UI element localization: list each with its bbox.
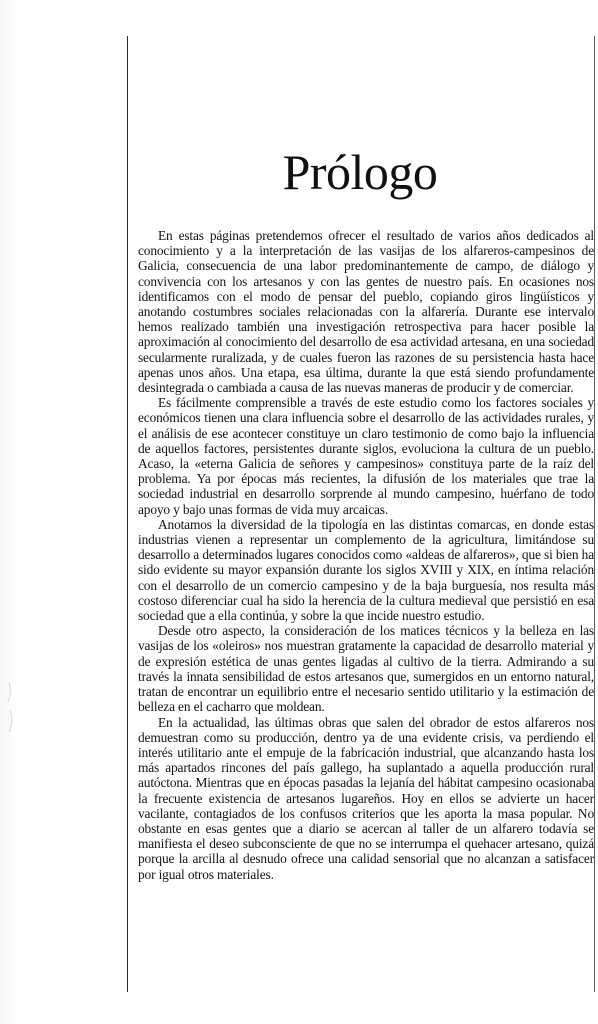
left-column-rule	[127, 36, 128, 992]
paragraph: Desde otro aspecto, la consideración de los matices técnicos y la belleza en las vasijas de los «oleiros» nos muestran gratamente la capacidad de desarrollo material y de expresión estética de unas gentes ligadas al cultivo de la tierra. Admirando a su través la innata sensibilidad de estos artesanos que, sumergidos en un entorno natural, tratan de encontrar un equilibrio entre el necesario sentido utilitario y la estimación de belleza en el cacharro que moldean.	[138, 623, 594, 715]
paragraph: Anotamos la diversidad de la tipología en las distintas comarcas, en donde estas industrias vienen a representar un complemento de la agricultura, limitándose su desarrollo a determinados lugares conocidos como «aldeas de alfareros», que si bien ha sido evidente su mayor expansión durante los siglos XVIII y XIX, en íntima relación con el desarrollo de un comercio campesino y de la baja burguesía, nos resulta más costoso diferenciar cual ha sido la herencia de la cultura medieval que persistió en esa sociedad que a ella continúa, y sobre la que incide nuestro estudio.	[138, 516, 594, 624]
prologue-body	[138, 228, 594, 882]
right-column-rule	[594, 36, 595, 992]
page-title: Prólogo	[282, 144, 438, 200]
paragraph: En la actualidad, las últimas obras que salen del obrador de estos alfareros nos demuestran como su producción, dentro ya de una evidente crisis, va perdiendo el interés utilitario ante el empuje de la fabricación industrial, que alcanzando hasta los más apartados rincones del país gallego, ha suplantado a aquella producción rural autóctona. Mientras que en épocas pasadas la lejanía del hábitat campesino ocasionaba la frecuente existencia de artesanos lugareños. Hoy en ellos se advierte un hacer vacilante, contagiados de los confusos criterios que les aporta la masa popular. No obstante en esas gentes que a diario se acercan al taller de un alfarero todavía se manifiesta el deseo subconsciente de que no se interrumpa el quehacer artesano, quizá porque la arcilla al desnudo ofrece una calidad sensorial que no alcanzan a satisfacer por igual otros materiales.	[138, 714, 594, 882]
gutter-smudge-mark	[6, 680, 16, 740]
paragraph: Es fácilmente comprensible a través de este estudio como los factores sociales y económicos tienen una clara influencia sobre el desarrollo de las actividades rurales, y el análisis de ese acontecer constituye un claro testimonio de como bajo la influencia de aquellos factores, persistentes durante siglos, evoluciona la cultura de un pueblo. Acaso, la «eterna Galicia de señores y campesinos» constituya parte de la raíz del problema. Ya por épocas más recientes, la difusión de los materiales que trae la sociedad industrial en desarrollo sorprende al mundo campesino, huérfano de todo apoyo y bajo unas formas de vida muy arcaicas.	[138, 395, 594, 517]
paragraph: En estas páginas pretendemos ofrecer el resultado de varios años dedicados al conocimiento y a la interpretación de las vasijas de los alfareros-campesinos de Galicia, consecuencia de una labor predominantemente de campo, de diálogo y convivencia con los artesanos y con las gentes de nuestro país. En ocasiones nos identificamos con el modo de pensar del pueblo, copiando giros lingüísticos y anotando costumbres sociales relacionadas con la alfarería. Durante ese intervalo hemos realizado también una investigación retrospectiva para hacer posible la aproximación al conocimiento del desarrollo de esa actividad artesana, en una sociedad secularmente ruralizada, y de cuales fueron las razones de su persistencia hasta hace apenas unos años. Una etapa, esa última, durante la que está siendo profundamente desintegrada o cambiada a causa de las nuevas maneras de producir y de comerciar.	[138, 228, 594, 396]
